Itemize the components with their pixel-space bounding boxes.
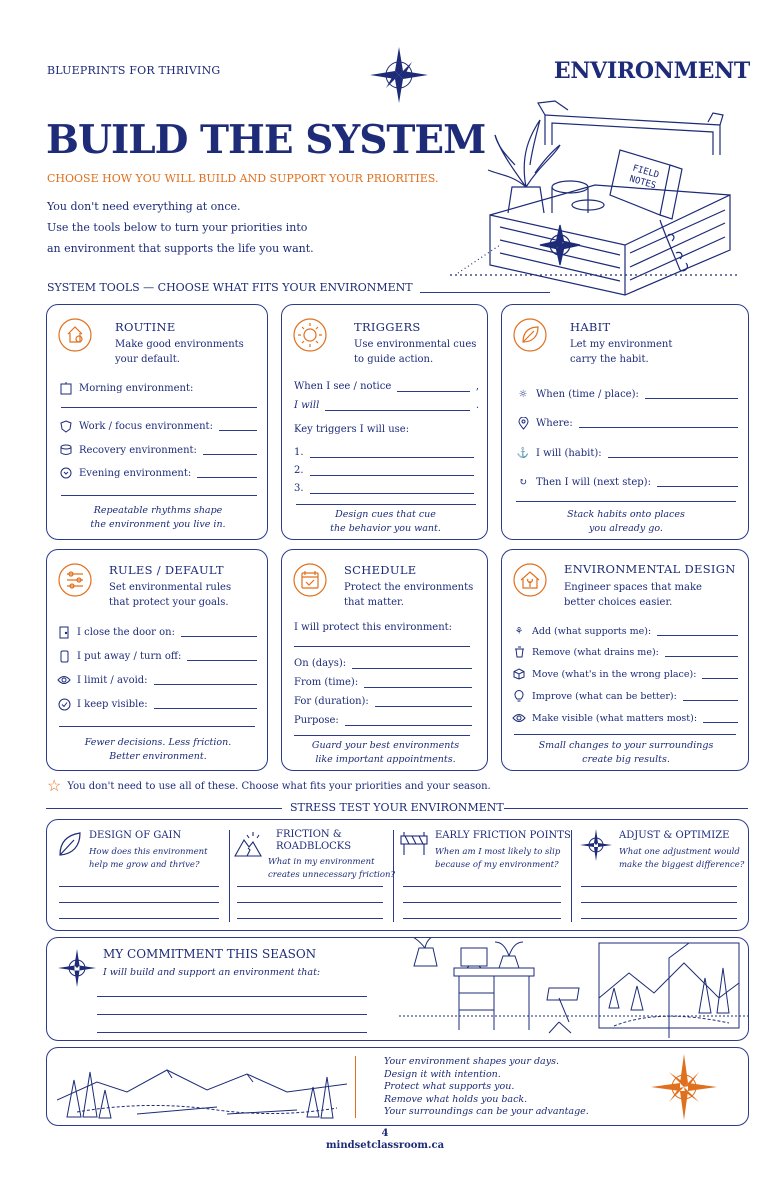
trigger-when-field[interactable] (397, 382, 470, 392)
commitment-line-1[interactable] (97, 996, 367, 997)
routine-row-recovery: Recovery environment: (59, 443, 257, 457)
landscape-illustration (57, 1052, 347, 1122)
mountain-road-icon (233, 830, 263, 860)
barrier-icon (399, 830, 429, 856)
design-row-move: Move (what's in the wrong place): (512, 667, 738, 681)
routine-footnote: Repeatable rhythms shape the environment you live in. (90, 505, 226, 530)
leaf-icon (512, 317, 548, 353)
mug-icon (59, 443, 73, 457)
design-card (501, 549, 749, 771)
closing-card (46, 1047, 749, 1126)
series-label: BLUEPRINTS FOR THRIVING (47, 64, 221, 77)
closing-lines: Your environment shapes your days. Design it with intention. Protect what supports you. Remove what holds you back. Your surroundings can be your advantage. (384, 1056, 589, 1117)
schedule-protect-field[interactable] (294, 646, 470, 647)
stress-col-3-q: When am I most likely to slip because of my environment? (435, 847, 561, 870)
stress-col-1-q: How does this environment help me grow and thrive? (89, 847, 208, 870)
schedule-protect-label: I will protect this environment: (294, 622, 453, 633)
page-footer (0, 1128, 770, 1152)
schedule-row-time: From (time): (294, 677, 472, 688)
eye-icon (512, 711, 526, 725)
habit-row-then: ↻ Then I will (next step): (516, 475, 738, 489)
anchor-icon: ⚓ (516, 447, 530, 459)
routine-title: ROUTINE (115, 320, 176, 334)
leaf-outline-icon (57, 830, 83, 858)
schedule-sub: Protect the environments that matter. (344, 582, 474, 608)
routine-row-evening: Evening environment: (59, 466, 257, 480)
habit-footnote: Stack habits onto places you already go. (567, 509, 685, 534)
phone-icon (57, 649, 71, 663)
calendar-icon (292, 562, 328, 598)
stress-col-4-title: ADJUST & OPTIMIZE (619, 830, 730, 841)
star-icon: ☆ (47, 776, 62, 795)
routine-row-work: Work / focus environment: (59, 419, 257, 433)
trigger-item-1: 1. (294, 447, 474, 458)
habit-row-where: Where: (516, 416, 738, 430)
habit-card (501, 304, 749, 540)
stress-col-2-title: FRICTION & ROADBLOCKS (276, 829, 352, 852)
shield-icon (59, 419, 73, 433)
compass-small-icon (579, 828, 613, 862)
rules-row-phone: I put away / turn off: (57, 649, 257, 663)
routine-icon (57, 317, 93, 353)
schedule-card (281, 549, 488, 771)
book-label: FIELD NOTES (628, 163, 661, 192)
trigger-item-2: 2. (294, 465, 474, 476)
trigger-will: I will . (294, 400, 479, 411)
page-subtitle: CHOOSE HOW YOU WILL BUILD AND SUPPORT YOUR PRIORITIES. (47, 172, 439, 185)
trash-icon (512, 645, 526, 659)
rules-sub: Set environmental rules that protect your goals. (109, 582, 232, 608)
triggers-card (281, 304, 488, 540)
compass-orange-icon (649, 1052, 719, 1122)
box-icon (512, 667, 526, 681)
habit-row-will: ⚓ I will (habit): (516, 446, 738, 460)
trigger-will-field[interactable] (325, 401, 470, 411)
rules-card (46, 549, 268, 771)
commitment-card (46, 937, 749, 1041)
routine-card (46, 304, 268, 540)
design-title: ENVIRONMENTAL DESIGN (564, 562, 736, 576)
habit-sub: Let my environment carry the habit. (570, 339, 673, 365)
commitment-title: MY COMMITMENT THIS SEASON (103, 947, 317, 961)
routine-work-field[interactable] (219, 421, 257, 431)
routine-row-morning: Morning environment: (59, 381, 257, 395)
map-pin-icon (516, 416, 530, 430)
schedule-title: SCHEDULE (344, 563, 417, 577)
routine-sub: Make good environments your default. (115, 339, 244, 365)
schedule-row-days: On (days): (294, 658, 472, 669)
page-number: 4 (381, 1128, 389, 1139)
rules-footnote: Fewer decisions. Less friction. Better environment. (84, 737, 232, 762)
trigger-when: When I see / notice , (294, 381, 479, 392)
compass-icon (366, 45, 432, 105)
toolbox-illustration (440, 95, 760, 300)
design-row-visible: Make visible (what matters most): (512, 711, 738, 725)
design-row-add: ⚘ Add (what supports me): (512, 624, 738, 638)
plant-icon: ⚘ (514, 625, 524, 637)
heading-rule (420, 292, 550, 293)
clock-icon (59, 466, 73, 480)
stress-col-4-q: What one adjustment would make the biggest difference? (619, 847, 745, 870)
section-label: ENVIRONMENT (553, 58, 750, 84)
compass-commit-icon (57, 948, 97, 988)
sun-icon (292, 317, 328, 353)
rules-title: RULES / DEFAULT (109, 563, 224, 577)
rules-row-limit: I limit / avoid: (57, 673, 257, 687)
door-closed-icon (57, 625, 71, 639)
tools-heading: SYSTEM TOOLS — CHOOSE WHAT FITS YOUR ENVIRONMENT (47, 281, 413, 294)
check-circle-icon (57, 697, 71, 711)
schedule-footnote: Guard your best environments like important appointments. (311, 740, 460, 765)
desk-window-illustration (399, 938, 749, 1041)
sliders-icon (57, 562, 93, 598)
design-sub: Engineer spaces that make better choices easier. (564, 582, 702, 608)
page-title: BUILD THE SYSTEM (46, 117, 486, 163)
choice-note: ☆ You don't need to use all of these. Choose what fits your priorities and your season. (47, 776, 491, 795)
schedule-row-duration: For (duration): (294, 696, 472, 707)
house-icon (512, 562, 548, 598)
site-url[interactable]: mindsetclassroom.ca (325, 1140, 445, 1151)
intro-text: You don't need everything at once. Use the tools below to turn your priorities into an environment that supports the life you want. (47, 200, 314, 255)
commitment-prompt: I will build and support an environment that: (103, 967, 321, 978)
stress-test-card (46, 819, 749, 931)
routine-recovery-field[interactable] (203, 445, 257, 455)
triggers-title: TRIGGERS (354, 320, 421, 334)
habit-title: HABIT (570, 320, 611, 334)
stress-col-3-title: EARLY FRICTION POINTS (435, 830, 571, 841)
rules-row-door: I close the door on: (57, 625, 257, 639)
triggers-footnote: Design cues that cue the behavior you want. (330, 509, 441, 534)
design-row-remove: Remove (what drains me): (512, 645, 738, 659)
commitment-line-2[interactable] (97, 1014, 367, 1015)
routine-evening-field[interactable] (197, 468, 257, 478)
trigger-key-label: Key triggers I will use: (294, 424, 410, 435)
schedule-row-purpose: Purpose: (294, 715, 472, 726)
triggers-sub: Use environmental cues to guide action. (354, 339, 477, 365)
lightbulb-icon (512, 689, 526, 703)
stress-col-1-title: DESIGN OF GAIN (89, 830, 182, 841)
design-row-improve: Improve (what can be better): (512, 689, 738, 703)
door-icon (59, 381, 73, 395)
habit-row-when: ☼ When (time / place): (516, 387, 738, 401)
design-footnote: Small changes to your surroundings create big results. (538, 740, 714, 765)
commitment-line-3[interactable] (97, 1032, 367, 1033)
trigger-item-3: 3. (294, 483, 474, 494)
stress-col-2-q: What in my environment creates unnecessary friction? (268, 857, 396, 880)
rules-row-visible: I keep visible: (57, 697, 257, 711)
refresh-icon: ↻ (518, 476, 528, 488)
stress-heading: STRESS TEST YOUR ENVIRONMENT (290, 801, 504, 814)
sun-small-icon: ☼ (518, 388, 528, 400)
eye-icon (57, 673, 71, 687)
